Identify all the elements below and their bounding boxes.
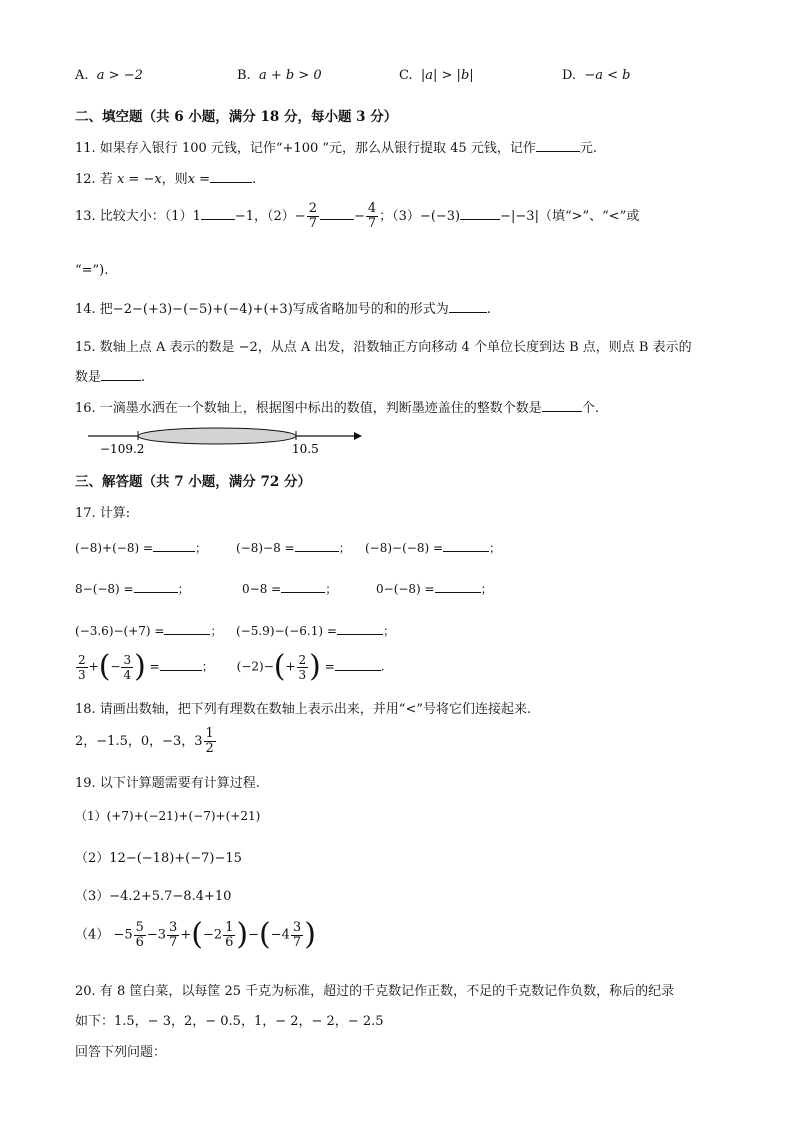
option-a — [75, 68, 143, 83]
calc-expr: (−8)+(−8) = — [75, 541, 154, 555]
answer-blank[interactable] — [210, 170, 252, 183]
fraction-numerator: 1 — [205, 726, 214, 741]
q19-part-4-label: （4） — [75, 927, 110, 943]
question-19-title: 19. 以下计算题需要有计算过程. — [75, 776, 260, 791]
q11-text: 11. 如果存入银行 100 元钱，记作“+100 ”元，那么从银行提取 45 元钱，记作 — [75, 141, 536, 156]
question-15: 15. 数轴上点 A 表示的数是 −2，从点 A 出发，沿数轴正方向移动 4 个单位长度到达 B 点，则点 B 表示的 — [75, 340, 692, 355]
arrow-head-icon — [354, 432, 362, 440]
fraction — [297, 653, 309, 682]
question-20-line1: 20. 有 8 筐白菜，以每筐 25 千克为标准，超过的千克数记作正数，不足的千克数记作负数，称后的纪录 — [75, 984, 675, 999]
option-expr: a > −2 — [96, 68, 143, 83]
answer-blank[interactable] — [160, 658, 202, 671]
q15-text: 数是 — [75, 370, 102, 385]
paren-close: ) — [236, 917, 249, 952]
q17-row-2 — [75, 580, 190, 597]
question-13-line2: “=”). — [75, 263, 109, 278]
left-label: −109.2 — [100, 442, 145, 456]
fraction-numerator: 2 — [298, 652, 307, 667]
q17-row-4: $\frac{2}{3}$ +(− $\frac{3}{4}$ ) = ； (−2)−(+ $\frac{2}{3}$ ) = . — [78, 649, 385, 684]
question-14 — [75, 298, 491, 317]
fraction-denominator: 7 — [292, 934, 302, 950]
answer-blank[interactable] — [295, 539, 339, 552]
answer-blank[interactable] — [153, 539, 195, 552]
right-label: 10.5 — [292, 442, 319, 456]
paren-open: ( — [273, 649, 286, 684]
answer-blank[interactable] — [460, 207, 500, 220]
fraction — [121, 653, 133, 682]
fraction — [167, 921, 179, 950]
option-letter: A. — [75, 68, 89, 83]
q19-part-4: （4） −5 $\frac{5}{6}$ −3 $\frac{3}{7}$ +(−2 $\frac{1}{6}$ )−(−4 $\frac{3}{7}$ ) — [75, 917, 316, 952]
paren-close: ) — [134, 649, 146, 684]
calc-expr: 0−8 = — [242, 582, 282, 596]
question-18-nums — [75, 727, 217, 756]
section-2-title: 二、填空题（共 6 小题，满分 18 分，每小题 3 分） — [75, 109, 398, 125]
fraction — [76, 653, 88, 682]
calc-expr: (−3.6)−(+7) = — [75, 624, 165, 638]
equals: = — [324, 659, 335, 674]
separator: ； — [195, 541, 208, 555]
q12-text: 12. 若 — [75, 172, 113, 187]
calc-expr: (−2)− — [236, 659, 274, 674]
option-expr: |a| > |b| — [420, 68, 474, 83]
paren-open: ( — [191, 917, 203, 952]
separator: ； — [325, 582, 338, 596]
fraction-numerator: 3 — [292, 919, 302, 935]
fraction — [291, 921, 303, 950]
fraction-numerator: 4 — [367, 201, 377, 216]
option-c — [399, 68, 474, 83]
question-20-line3: 回答下列问题： — [75, 1045, 167, 1060]
answer-blank[interactable] — [536, 139, 580, 152]
q15-end: . — [141, 370, 146, 385]
fraction-denominator: 6 — [135, 934, 144, 950]
answer-blank[interactable] — [542, 399, 582, 412]
number-line-figure — [86, 422, 366, 458]
q19-part-1: （1）(+7)+(−21)+(−7)+(+21) — [75, 809, 261, 823]
fraction-denominator: 6 — [225, 934, 234, 950]
option-expr: a + b > 0 — [258, 68, 322, 83]
separator: ； — [201, 659, 214, 674]
end-period: . — [380, 659, 385, 674]
option-letter: B. — [237, 68, 251, 83]
fraction-numerator: 2 — [308, 201, 317, 216]
separator: ； — [338, 541, 351, 555]
q17-row-2b — [242, 580, 337, 597]
fraction-numerator: 3 — [169, 919, 178, 935]
calc-expr: 8−(−8) = — [75, 582, 134, 596]
q12-var: x = — [187, 172, 211, 187]
question-16 — [75, 397, 599, 416]
question-20-line2: 如下：1.5，− 3，2，− 0.5，1，− 2，− 2，− 2.5 — [75, 1014, 384, 1029]
calc-expr: (−8)−8 = — [236, 541, 295, 555]
fraction-numerator: 1 — [225, 919, 234, 935]
option-expr: −a < b — [584, 68, 631, 83]
answer-blank[interactable] — [101, 368, 141, 381]
fraction — [134, 921, 146, 950]
answer-blank[interactable] — [335, 658, 381, 671]
fraction — [307, 202, 319, 231]
q13-part3-right: −|−3|（填“>”、“<”或 — [500, 209, 640, 224]
q19-part-3: （3）−4.2+5.7−8.4+10 — [75, 889, 232, 904]
calc-expr: 0−(−8) = — [376, 582, 435, 596]
question-11 — [75, 137, 597, 156]
fraction-denominator: 7 — [169, 934, 178, 950]
paren-close: ) — [304, 917, 316, 952]
option-letter: C. — [399, 68, 413, 83]
answer-blank[interactable] — [134, 580, 178, 593]
mixed-fraction — [204, 727, 216, 756]
answer-blank[interactable] — [449, 300, 487, 313]
fraction — [366, 202, 378, 231]
separator: ； — [480, 582, 493, 596]
fraction-numerator: 5 — [135, 919, 144, 935]
mixed-whole: −4 — [270, 927, 290, 943]
q17-row-1c — [365, 539, 501, 556]
separator: ； — [210, 624, 223, 638]
fraction-denominator: 4 — [123, 667, 132, 682]
option-d — [562, 68, 630, 83]
equals: = — [149, 659, 160, 674]
q17-row-1b — [236, 539, 351, 556]
question-12 — [75, 168, 256, 187]
q12-expr: x = −x — [116, 172, 162, 187]
q11-text-end: 元. — [579, 141, 597, 156]
q12-text-mid: ，则 — [161, 172, 188, 187]
fraction — [223, 921, 235, 950]
q13-sign: − — [353, 209, 365, 224]
fraction-numerator: 3 — [123, 652, 132, 667]
answer-blank[interactable] — [201, 207, 235, 220]
answer-blank[interactable] — [281, 580, 325, 593]
q14-expr: −2−(+3)−(−5)+(−4)+(+3) — [112, 302, 293, 317]
q12-end: . — [252, 172, 257, 187]
section-3-title: 三、解答题（共 7 小题，满分 72 分） — [75, 474, 311, 490]
q13-part2: −1，（2）− — [234, 209, 306, 224]
answer-blank[interactable] — [164, 622, 210, 635]
question-17-title: 17. 计算: — [75, 506, 131, 521]
q17-row-3 — [75, 622, 223, 639]
mixed-whole: −2 — [202, 927, 223, 943]
fraction-denominator: 2 — [205, 741, 214, 756]
answer-blank[interactable] — [443, 539, 489, 552]
separator: ； — [382, 624, 395, 638]
fraction-denominator: 3 — [298, 667, 307, 682]
fraction-denominator: 3 — [78, 667, 86, 682]
paren-open: ( — [98, 649, 111, 684]
q16-text: 16. 一滴墨水洒在一个数轴上，根据图中标出的数值，判断墨迹盖住的整数个数是 — [75, 401, 542, 416]
question-13 — [75, 202, 639, 231]
q14-end: . — [486, 302, 491, 317]
ink-blot — [138, 428, 296, 444]
fraction-denominator: 7 — [308, 216, 317, 231]
calc-expr: (−5.9)−(−6.1) = — [236, 624, 337, 638]
fraction-denominator: 7 — [367, 216, 377, 231]
separator: ； — [489, 541, 502, 555]
q16-end: 个. — [581, 401, 599, 416]
fraction-numerator: 2 — [78, 652, 86, 667]
mixed-whole: −3 — [146, 927, 167, 943]
question-18-title: 18. 请画出数轴，把下列有理数在数轴上表示出来，并用“<”号将它们连接起来. — [75, 702, 532, 717]
paren-close: ) — [309, 649, 321, 684]
q13-part3: ；（3）−(−3) — [379, 209, 461, 224]
calc-expr: (−8)−(−8) = — [365, 541, 444, 555]
q13-prefix: 13. 比较大小：（1）1 — [75, 209, 201, 224]
q14-text: 14. 把 — [75, 302, 113, 317]
q17-row-2c — [376, 580, 493, 597]
question-15-line2 — [75, 366, 145, 385]
paren-open: ( — [259, 917, 271, 952]
q17-row-3b — [236, 622, 395, 639]
q17-row-1 — [75, 539, 207, 556]
answer-blank[interactable] — [337, 622, 383, 635]
q14-text-mid: 写成省略加号的和的形式为 — [292, 302, 449, 317]
mixed-whole: −5 — [113, 927, 133, 943]
option-letter: D. — [562, 68, 577, 83]
answer-blank[interactable] — [320, 207, 354, 220]
q19-part-2: （2）12−(−18)+(−7)−15 — [75, 851, 242, 866]
q18-numbers: 2，−1.5，0，−3，3 — [75, 734, 203, 749]
option-b — [237, 68, 322, 83]
answer-blank[interactable] — [435, 580, 481, 593]
separator: ； — [177, 582, 190, 596]
